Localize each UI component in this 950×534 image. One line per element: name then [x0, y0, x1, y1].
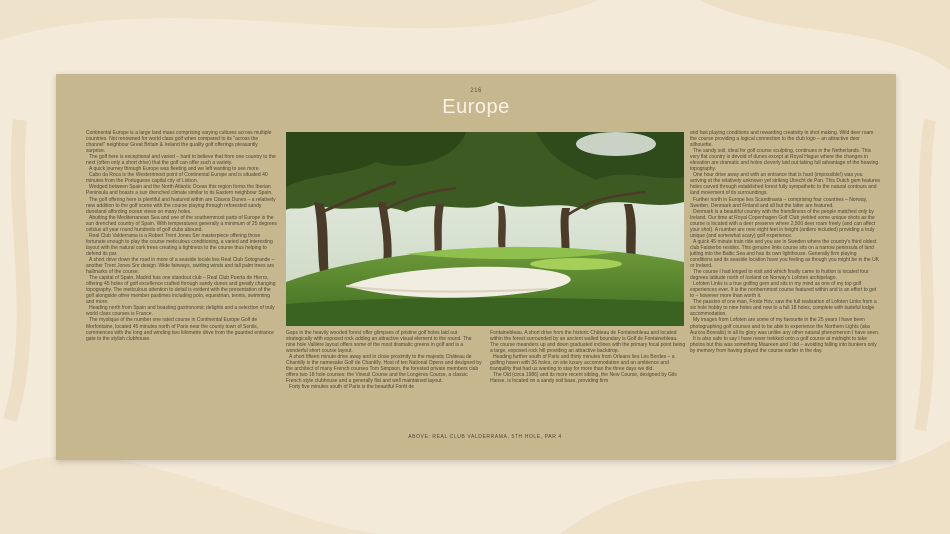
text-column-right [690, 130, 880, 448]
paragraph: The golf offering here is plentiful and featured within are Citavos Dunes – a relatively new addition to the golf scene with the course playing through reforested sandy duneland affording ocean views on many holes. [86, 196, 276, 215]
paragraph: Lofoten Links is a true golfing gem and sits in my mind as one of my top golf experiences ever. It is the northernmost course featured within and is an effort to get to – however more than worth it. [690, 281, 877, 300]
paragraph: Heading further south of Paris and thirty minutes from Orleans lies Les Bordes – a golfing haven with 36 holes, on site luxury accommodation and an ambience and tranquility that had us wanting to stay for more than the three days we did. [490, 354, 675, 373]
magazine-page [56, 74, 896, 460]
paragraph: The golf here is exceptional and varied – hard to believe that from one country to the next (often only a short drive) that the golf can offer such a variety. [86, 154, 276, 167]
paragraph: The passion of one man, Frode Hov, saw the full realisation of Lofoten Links from a six hole hobby to nine holes and now to a full 18 holes, complete with tasteful lodge accommodation. [690, 299, 877, 318]
page-number: 216 [470, 88, 482, 94]
paragraph: Fontainebleau. A short drive from the historic Château de Fontainebleau and located within the forest surrounded by an ancient walled boundary is Golf de Fontainebleau. The course meanders up and down graduated inclines with the primary focal point being a large, exposed rock hill providing an attractive backdrop. [490, 330, 686, 355]
paragraph: Forty five minutes south of Paris is the beautiful Forêt de [289, 384, 415, 391]
paragraph: It is also safe to say I have never trekked onto a golf course at midnight to take photos but this was something Maureen and I did – avoiding falling into bunkers only by memory from having played the course earlier in the day. [690, 335, 877, 354]
paragraph: The course I had longed to visit and which finally came to fruition is located four degrees latitude north of Iceland on Norway's Lofoten archipelago. [690, 269, 869, 282]
paragraph: Further north in Europe lies Scandinavia – comprising four countries – Norway, Sweden, Denmark and Finland and all but the latter are featured. [690, 196, 868, 209]
paragraph: and fast playing conditions and rewarding creativity in shot making. Wild deer roam the course providing a logical connection to the club logo – an attractive deer silhouette. [690, 130, 874, 149]
paragraph: A short fifteen minute drive away and in close proximity to the majestic Château de Chantilly is the namesake Golf de Chantilly. Host of ten National Opens and designed by the architect of many French courses Tom Simpson, the forested private members club offers two 18 hole courses: the Vineuil Course and the Longères Course, a classic French style clubhouse and a generally flat and well maintained layout. [286, 354, 482, 385]
paragraph: Real Club Valderrama is a Robert Trent Jones Snr masterpiece offering those fortunate enough to play the course meticulous conditioning, a varied and interesting layout with the natural cork trees creating a tightness to the course thus helping to defend its par. [86, 232, 273, 257]
paragraph: Gaps in the heavily wooded forest offer glimpses of pristine golf holes laid out strategically with exposed rock adding an attractive visual element to the round. The nine hole Vallière layout offers some of the most dramatic greens in golf and is a wonderful short course layout. [286, 330, 472, 355]
paragraph: Wedged between Spain and the North Atlantic Ocean this region forms the Iberian Peninsula and boasts a sun drenched climate similar to its Eastern neighbour Spain. [86, 184, 273, 197]
photo-caption: ABOVE: REAL CLUB VALDERRAMA, 5TH HOLE, PAR 4 [408, 434, 562, 440]
photo-illustration [286, 132, 684, 326]
text-column-middle-right [490, 330, 686, 430]
paragraph: One hour drive away and with an entrance that is hard (impossible!) was you arriving at the relatively unknown yet striking Utrecht de Pan. This Dutch gem features holes carved through established forest fully sympathetic to the natural contours and land movement of its surroundings. [690, 172, 880, 197]
paragraph: Abutting the Mediterranean Sea and one of the southernmost parts of Europe is the sun drenched country of Spain. With temperatures generally a minimum of 25 degrees celsius all year round hundreds of golf clubs abound. [86, 214, 277, 233]
paragraph: My images from Lofoten are some of my favourite in the 25 years I have been photographing golf courses and to be able to experience the Northern Lights (aka Aurora Borealis) in all its glory was unlike any other natural phenomenon I have seen. [690, 317, 880, 336]
paragraph: The capital of Spain, Madrid has one standout club – Real Club Puerta de Hierro, offering 45 holes of golf excellence crafted through sandy dunes and greatly changing topography. The meticulous attention to detail is evident with the presentation of the golf alongside other member pastimes including polo, equestrian, tennis, swimming and more. [86, 275, 276, 306]
paragraph: Cabo da Roca is the Westernmost point of Continental Europe and is situated 40 minutes from the Portuguese capital city of Lisbon. [86, 172, 268, 185]
paragraph: A quick 45 minute train ride and you are in Sweden where the country's third oldest club Falsterbo resides. This genuine links course sits on a narrow peninsula of land jutting into the Baltic Sea and has its own lighthouse. Generally firm playing conditions and its seaside location have you feeling as though you might be in the UK or Ireland. [690, 238, 880, 270]
text-column-left [86, 130, 278, 448]
paragraph: The sandy soil, ideal for golf course sculpting, continues in the Netherlands. This very flat country is devoid of dunes except at Royal Hague where the changes in elevation are dramatic and holes cleverly laid out taking full advantage of the heaving topography. [690, 148, 879, 173]
paragraph: The mystique of the number one rated course in Continental Europe Golf de Morfontaine, located 45 minutes north of Paris near the county town of Senlis, commences with the long and winding two kilometre drive from the guarded entrance gate to the stylish clubhouse. [86, 317, 274, 342]
paragraph: A short drive down the road in more of a seaside locale lies Real Club Sotogrande – another Trent Jones Snr design. Wide fairways, swirling winds and tall palm trees are hallmarks of the course. [86, 256, 275, 276]
paragraph: A quick journey through Europe was fleeting and we left wanting to see more. [89, 166, 260, 173]
paragraph: Heading north from Spain and boasting gastronomic delights and a selection of truly world class courses is France. [86, 305, 275, 318]
paragraph: The Old (circa 1986) and its more recent sibling, the New Course, designed by Gils Hanse, is located on a sandy soil base, providing firm [490, 372, 677, 385]
golf-course-photo [286, 132, 684, 326]
paragraph: Denmark is a beautiful country with the friendliness of the people matched only by Ireland. Our time at Royal Copenhagen Golf Club yielded some unique shots as the course is located with a deer preserve where 2,500 deer roam freely (and can affect your shot). A number are over eight feet in height (antlers included) providing a truly unique (and somewhat scary) golf experience. [690, 208, 876, 239]
page-title: Europe [442, 96, 510, 118]
paragraph: Continental Europe is a large land mass comprising varying cultures across multiple countries. Not renowned for world class golf when compared to its "across the channel" neighbour Great Britain & Ireland the quality golf offerings pleasantly surprise. [86, 130, 272, 155]
text-column-middle-left [286, 330, 482, 430]
